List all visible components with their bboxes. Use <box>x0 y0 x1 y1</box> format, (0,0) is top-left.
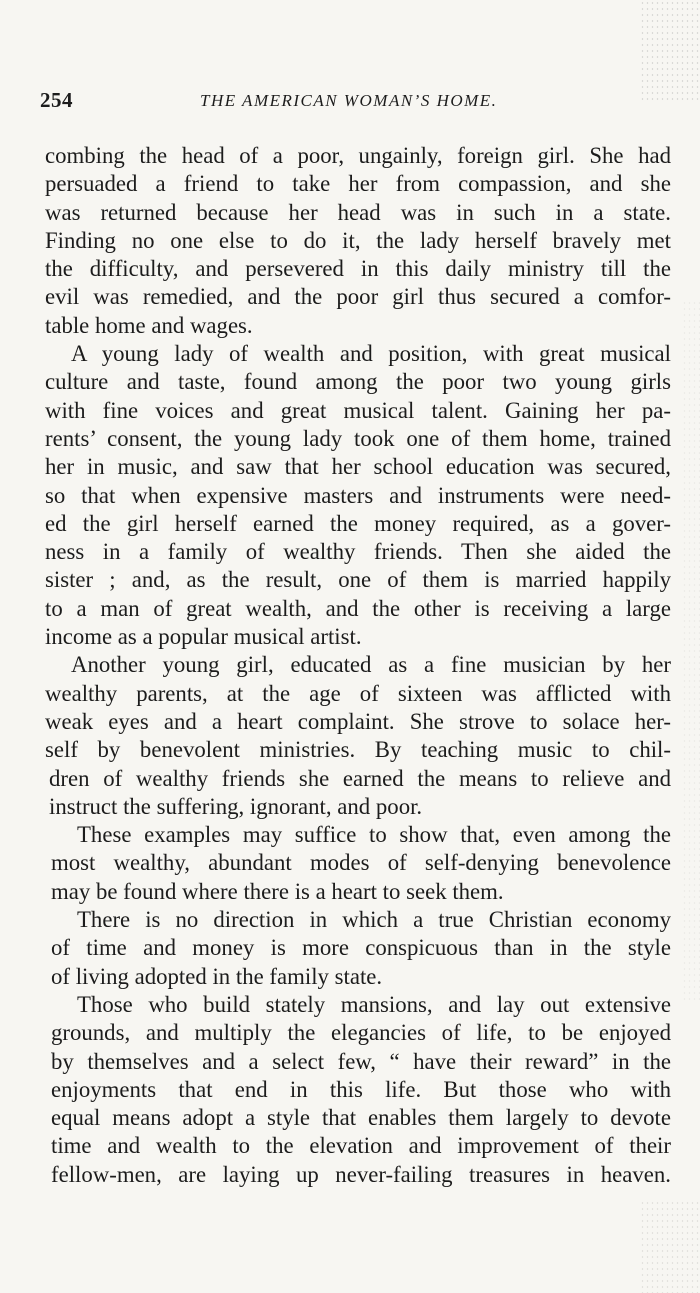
page-number: 254 <box>40 88 73 112</box>
paragraph-first-line: A young lady of wealth and position, with great musical <box>71 341 671 367</box>
running-title: THE AMERICAN WOMAN’S HOME. <box>200 91 498 110</box>
text-line: fellow-men, are laying up never-failing treasures in heaven. <box>51 1161 671 1187</box>
text-line: enjoyments that end in this life. But those who with <box>51 1076 671 1102</box>
text-line: income as a popular musical artist. <box>45 624 362 650</box>
text-line: may be found where there is a heart to seek them. <box>51 878 504 904</box>
text-line: her in music, and saw that her school education was secured, <box>45 454 671 480</box>
text-line: most wealthy, abundant modes of self-denying benevolence <box>51 850 671 876</box>
text-line: combing the head of a poor, ungainly, foreign girl. She had <box>45 143 671 168</box>
text-line: rents’ consent, the young lady took one of them home, trained <box>45 425 671 451</box>
text-line: with fine voices and great musical talent. Gaining her pa- <box>45 397 671 423</box>
text-line: the difficulty, and persevered in this daily ministry till the <box>45 256 671 282</box>
page-header <box>40 88 660 114</box>
text-line: grounds, and multiply the elegancies of life, to be enjoyed <box>51 1020 671 1046</box>
text-line: to a man of great wealth, and the other is receiving a large <box>45 595 671 621</box>
text-line: was returned because her head was in such in a state. <box>45 199 671 225</box>
page-speckle-top <box>640 0 700 100</box>
text-line: dren of wealthy friends she earned the means to relieve and <box>49 765 671 791</box>
text-line: by themselves and a select few, “ have their reward” in the <box>51 1048 671 1074</box>
page-speckle-edge <box>682 300 700 1000</box>
paragraph-first-line: There is no direction in which a true Christian economy <box>77 907 671 933</box>
text-line: self by benevolent ministries. By teaching music to chil- <box>45 737 671 763</box>
paragraph-first-line: Another young girl, educated as a fine musician by her <box>71 652 671 678</box>
paragraph-first-line: Those who build stately mansions, and lay out extensive <box>77 991 671 1017</box>
text-line: evil was remedied, and the poor girl thus secured a comfor- <box>45 284 671 310</box>
text-line: ness in a family of wealthy friends. Then she aided the <box>45 539 671 565</box>
text-line: of time and money is more conspicuous than in the style <box>51 935 671 961</box>
text-line: time and wealth to the elevation and improvement of their <box>51 1133 671 1159</box>
text-line: of living adopted in the family state. <box>51 963 383 989</box>
text-line: weak eyes and a heart complaint. She strove to solace her- <box>45 708 671 734</box>
text-line: equal means adopt a style that enables them largely to devote <box>51 1105 671 1131</box>
text-line: Finding no one else to do it, the lady herself bravely met <box>45 227 671 253</box>
text-line: instruct the suffering, ignorant, and poor. <box>49 793 423 819</box>
text-line: so that when expensive masters and instruments were need- <box>45 482 671 508</box>
text-line: ed the girl herself earned the money required, as a gover- <box>45 510 671 536</box>
text-line: persuaded a friend to take her from compassion, and she <box>45 171 671 197</box>
paragraph-first-line: These examples may suffice to show that, even among the <box>77 822 671 848</box>
text-line: sister ; and, as the result, one of them is married happily <box>45 567 671 593</box>
text-line: table home and wages. <box>45 312 253 338</box>
text-line: wealthy parents, at the age of sixteen was afflicted with <box>45 680 671 706</box>
body-text <box>45 142 671 1189</box>
page-speckle-bottom <box>640 1200 700 1293</box>
text-line: culture and taste, found among the poor two young girls <box>45 369 671 395</box>
